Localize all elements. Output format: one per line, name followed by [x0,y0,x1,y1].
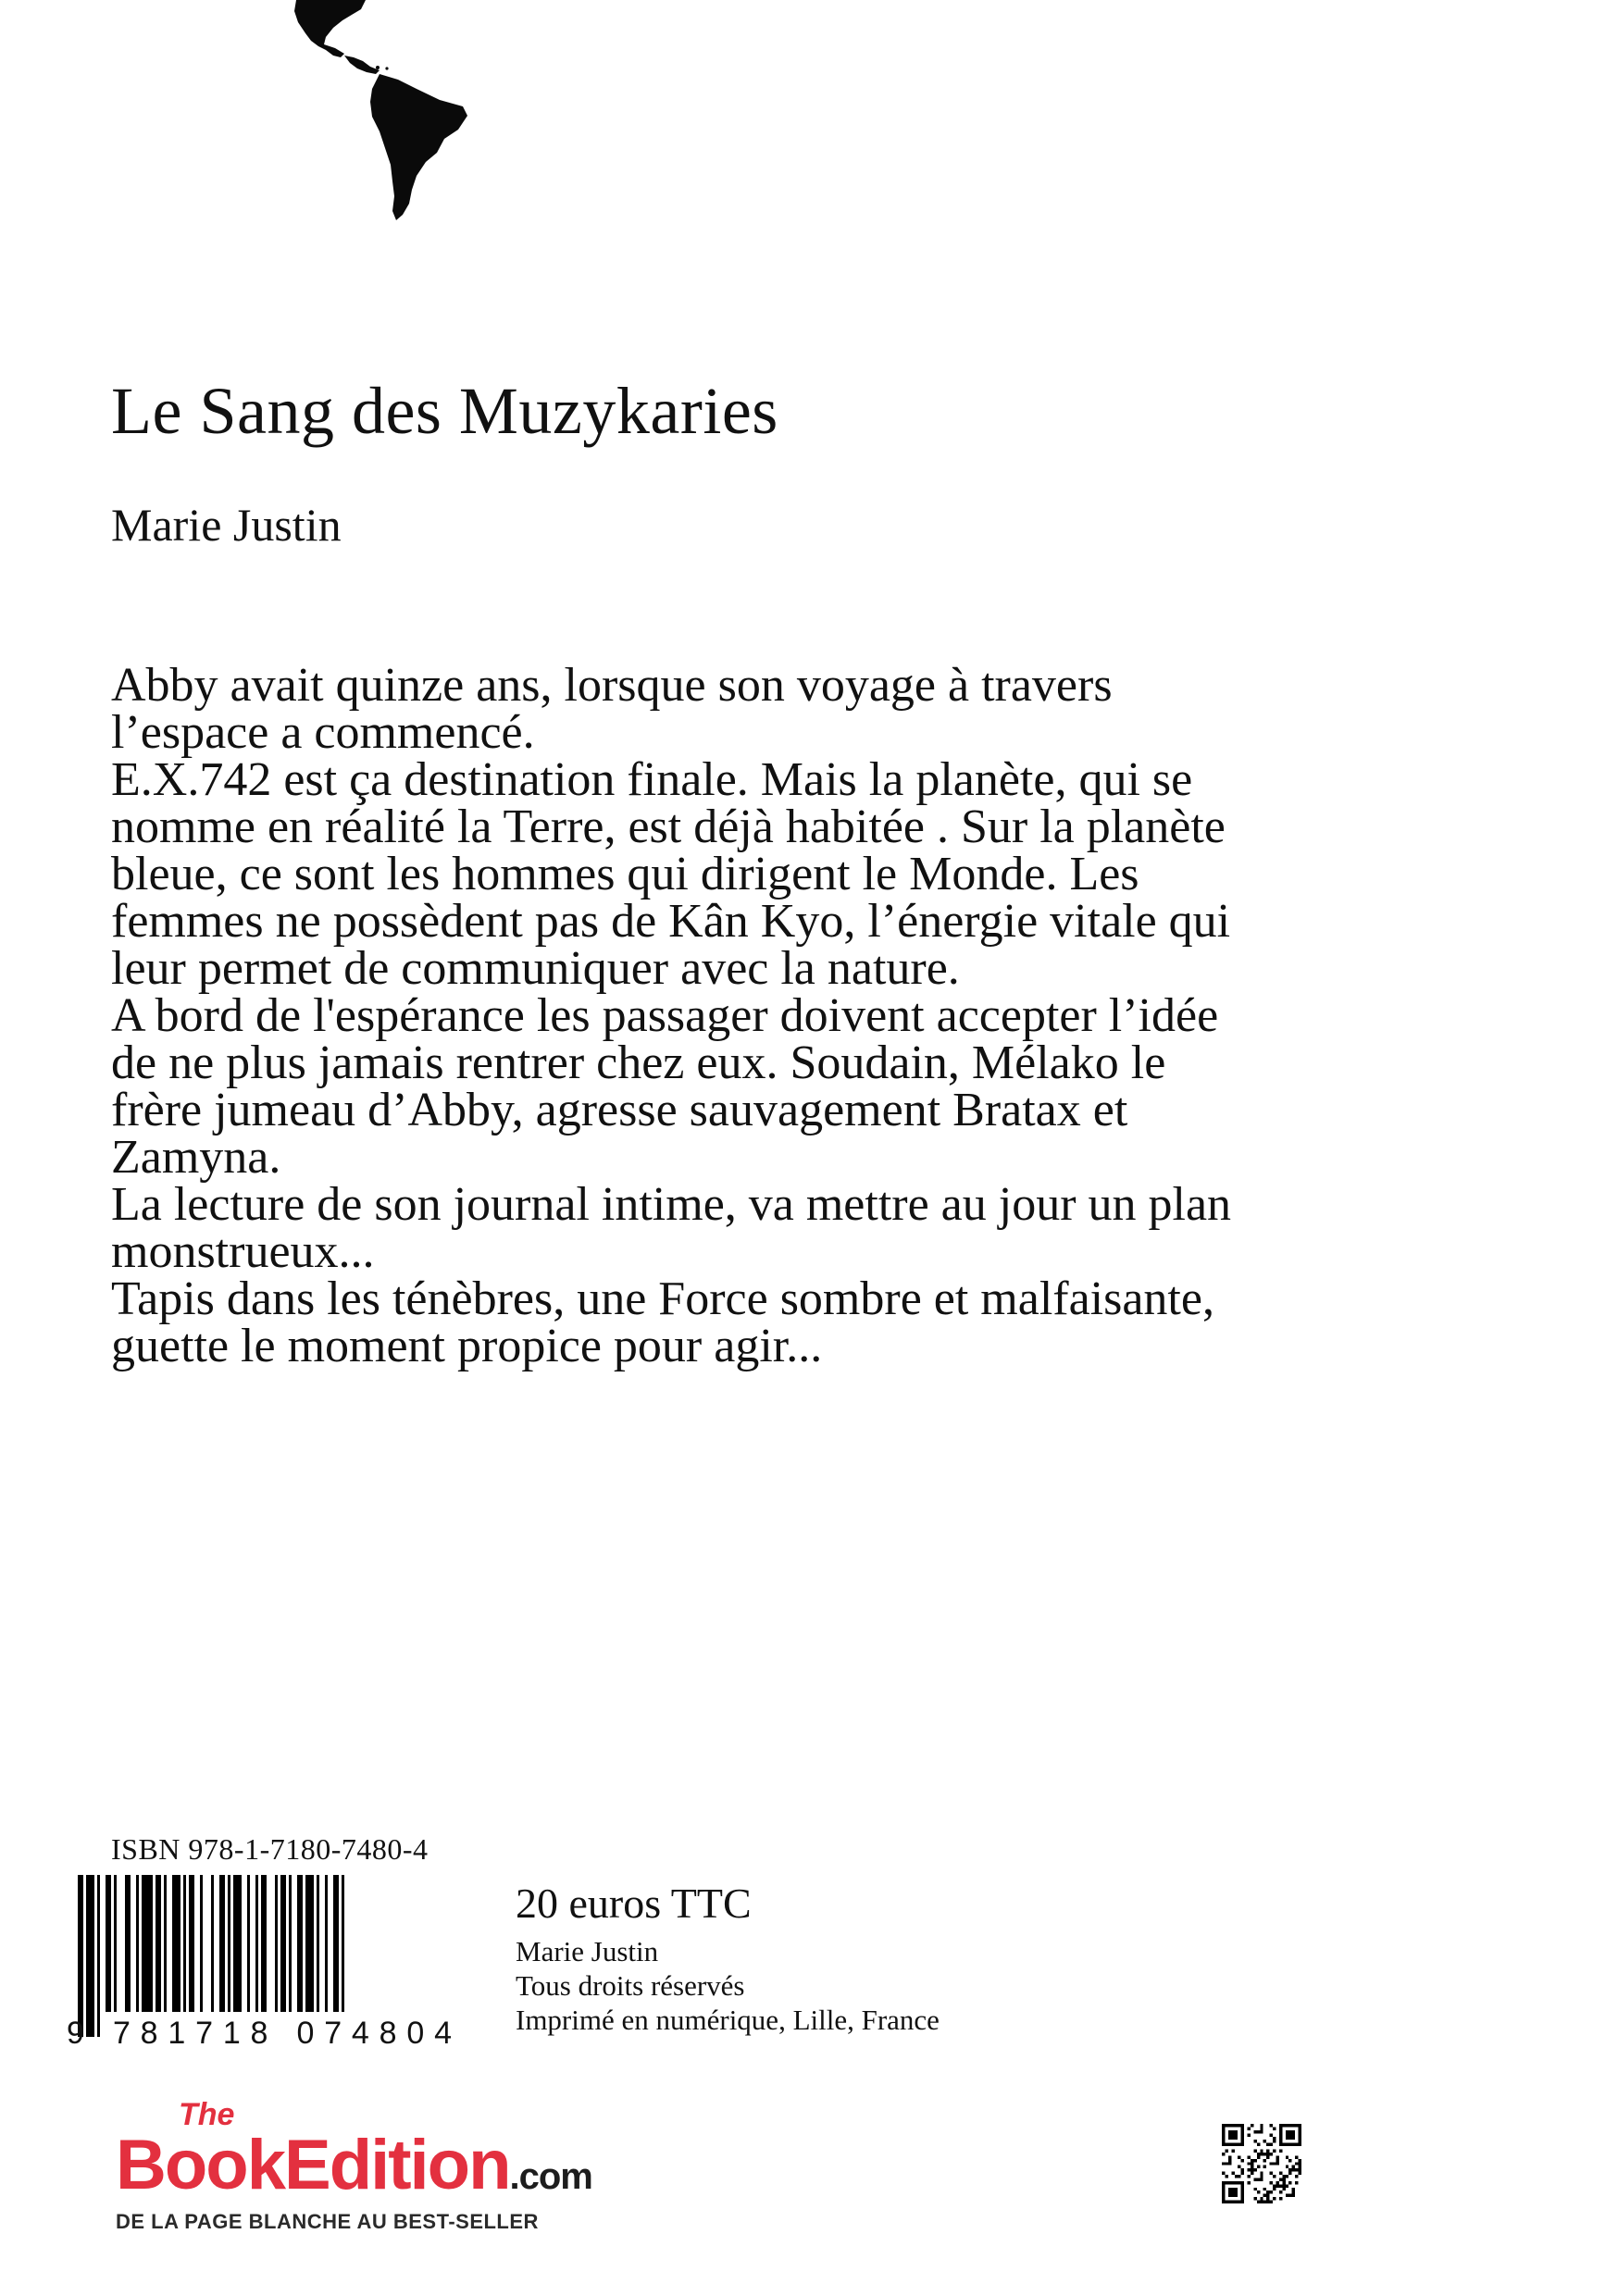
qr-module [1295,2143,1298,2146]
qr-module [1257,2178,1260,2180]
qr-module [1286,2143,1288,2146]
qr-module [1273,2150,1276,2153]
qr-module [1282,2124,1285,2127]
qr-module [1228,2159,1231,2162]
qr-module [1266,2191,1269,2193]
qr-module [1295,2181,1298,2184]
qr-module [1279,2124,1282,2127]
qr-module [1288,2181,1291,2184]
qr-module [1228,2155,1231,2158]
qr-module [1231,2130,1234,2133]
qr-module [1260,2197,1263,2200]
qr-module [1260,2130,1263,2133]
qr-module [1228,2137,1231,2140]
qr-module [1273,2162,1276,2165]
qr-module [1286,2184,1288,2187]
qr-module [1299,2127,1301,2129]
qr-module [1228,2191,1231,2193]
qr-module [1263,2194,1266,2197]
qr-module [1235,2201,1238,2203]
qr-module [1260,2201,1263,2203]
qr-module [1253,2150,1256,2153]
qr-module [1286,2130,1288,2133]
qr-module [1279,2150,1282,2153]
qr-module [1241,2172,1244,2175]
qr-module [1282,2178,1285,2180]
qr-module [1222,2184,1225,2187]
qr-module [1225,2143,1227,2146]
qr-module [1292,2130,1295,2133]
qr-module [1286,2137,1288,2140]
qr-module [1286,2194,1288,2197]
qr-module [1222,2172,1225,2175]
qr-module [1282,2175,1285,2178]
qr-module [1273,2127,1276,2129]
qr-module [1222,2133,1225,2136]
qr-module [1257,2155,1260,2158]
qr-module [1222,2188,1225,2191]
qr-module [1222,2143,1225,2146]
qr-module [1276,2159,1278,2162]
qr-module [1231,2124,1234,2127]
qr-module [1231,2133,1234,2136]
book-title: Le Sang des Muzykaries [111,374,778,448]
qr-module [1292,2124,1295,2127]
qr-module [1251,2168,1253,2171]
qr-module [1248,2162,1251,2165]
qr-module [1241,2191,1244,2193]
qr-module [1257,2201,1260,2203]
qr-module [1228,2188,1231,2191]
qr-module [1279,2130,1282,2133]
qr-module [1241,2201,1244,2203]
qr-module [1238,2181,1240,2184]
qr-module [1286,2155,1288,2158]
qr-module [1222,2162,1225,2165]
qr-module [1276,2155,1278,2158]
qr-module [1282,2188,1285,2191]
qr-module [1279,2143,1282,2146]
qr-module [1295,2155,1298,2158]
qr-module [1282,2184,1285,2187]
isbn-barcode [65,1875,458,2051]
qr-module [1299,2159,1301,2162]
qr-module [1299,2140,1301,2142]
qr-code-icon [1222,2124,1301,2203]
qr-module [1222,2124,1225,2127]
copyright-holder: Marie Justin [516,1935,659,1967]
qr-module [1299,2143,1301,2146]
qr-module [1253,2188,1256,2191]
logo-the: The [179,2097,235,2132]
qr-module [1241,2137,1244,2140]
qr-module [1248,2168,1251,2171]
qr-module [1235,2191,1238,2193]
qr-module [1248,2175,1251,2178]
qr-module [1263,2188,1266,2191]
qr-module [1225,2175,1227,2178]
logo-tagline: DE LA PAGE BLANCHE AU BEST-SELLER [116,2210,539,2233]
qr-module [1276,2181,1278,2184]
qr-module [1228,2143,1231,2146]
qr-module [1238,2175,1240,2178]
qr-module [1299,2166,1301,2168]
qr-module [1273,2137,1276,2140]
qr-module [1235,2181,1238,2184]
qr-module [1235,2175,1238,2178]
barcode-bar [78,1875,83,2037]
qr-module [1228,2201,1231,2203]
qr-module [1231,2194,1234,2197]
isbn-label: ISBN 978-1-7180-7480-4 [111,1832,429,1866]
qr-module [1222,2194,1225,2197]
qr-module [1266,2153,1269,2155]
qr-module [1279,2197,1282,2200]
qr-module [1286,2166,1288,2168]
qr-module [1279,2172,1282,2175]
qr-module [1295,2162,1298,2165]
qr-module [1235,2143,1238,2146]
qr-module [1225,2150,1227,2153]
qr-module [1299,2172,1301,2175]
qr-module [1235,2130,1238,2133]
back-cover-blurb [111,659,1259,1372]
qr-module [1292,2166,1295,2168]
qr-module [1251,2159,1253,2162]
qr-module [1292,2194,1295,2197]
qr-module [1299,2133,1301,2136]
qr-module [1241,2133,1244,2136]
qr-module [1222,2197,1225,2200]
barcode-bar [97,1875,100,2037]
qr-module [1231,2137,1234,2140]
qr-module [1292,2191,1295,2193]
qr-module [1299,2168,1301,2171]
qr-module [1235,2188,1238,2191]
qr-module [1238,2155,1240,2158]
qr-module [1241,2181,1244,2184]
qr-module [1235,2124,1238,2127]
qr-module [1225,2181,1227,2184]
barcode-bar [86,1875,94,2037]
qr-module [1231,2143,1234,2146]
qr-module [1248,2181,1251,2184]
qr-module [1222,2153,1225,2155]
qr-module [1273,2197,1276,2200]
qr-module [1235,2133,1238,2136]
qr-module [1222,2140,1225,2142]
qr-module [1270,2124,1273,2127]
qr-module [1288,2124,1291,2127]
qr-module [1299,2124,1301,2127]
qr-module [1288,2159,1291,2162]
imprint-info [516,1934,940,2037]
qr-module [1253,2197,1256,2200]
blurb-paragraph: E.X.742 est ça destination finale. Mais la planète, qui se nomme en réalité la Terre, est déjà habitée . Sur la planète bleue, ce sont les hommes qui dirigent le Monde. Les femmes ne possèdent pas de Kân Kyo, l’énergie vitale qui leur permet de communiquer avec la nature. [111,753,1231,995]
qr-module [1270,2191,1273,2193]
qr-module [1248,2133,1251,2136]
logo-domain: .com [509,2156,592,2197]
qr-module [1253,2159,1256,2162]
qr-module [1257,2166,1260,2168]
qr-module [1270,2153,1273,2155]
qr-module [1288,2194,1291,2197]
qr-module [1241,2197,1244,2200]
qr-module [1260,2178,1263,2180]
qr-module [1238,2124,1240,2127]
qr-module [1288,2168,1291,2171]
qr-module [1253,2168,1256,2171]
qr-module [1270,2181,1273,2184]
qr-module [1222,2201,1225,2203]
qr-module [1260,2153,1263,2155]
publisher-logo [116,2097,671,2240]
qr-module [1288,2172,1291,2175]
qr-module [1251,2162,1253,2165]
qr-module [1288,2133,1291,2136]
qr-module [1292,2133,1295,2136]
qr-module [1241,2143,1244,2146]
qr-module [1222,2181,1225,2184]
qr-module [1263,2159,1266,2162]
qr-module [1263,2153,1266,2155]
qr-module [1228,2162,1231,2165]
qr-module [1279,2133,1282,2136]
blurb-paragraph: Abby avait quinze ans, lorsque son voyage à travers l’espace a commencé. [111,659,1113,759]
qr-module [1276,2162,1278,2165]
blurb-paragraph: La lecture de son journal intime, va mettre au jour un plan monstrueux... [111,1178,1232,1278]
qr-module [1288,2130,1291,2133]
print-location: Imprimé en numérique, Lille, France [516,2004,940,2036]
qr-module [1263,2201,1266,2203]
qr-module [1286,2124,1288,2127]
qr-module [1228,2194,1231,2197]
qr-module [1231,2150,1234,2153]
qr-module [1270,2143,1273,2146]
qr-module [1231,2191,1234,2193]
blurb-paragraph: Tapis dans les ténèbres, une Force sombre et malfaisante, guette le moment propice pour agir... [111,1272,1214,1372]
qr-module [1248,2127,1251,2129]
qr-module [1282,2181,1285,2184]
qr-module [1241,2124,1244,2127]
qr-module [1238,2166,1240,2168]
qr-module [1273,2140,1276,2142]
qr-module [1266,2150,1269,2153]
author-name: Marie Justin [111,499,342,551]
qr-module [1248,2155,1251,2158]
qr-module [1228,2124,1231,2127]
qr-module [1241,2127,1244,2129]
qr-module [1260,2124,1263,2127]
qr-module [1279,2191,1282,2193]
qr-module [1270,2201,1273,2203]
qr-module [1295,2124,1298,2127]
price: 20 euros TTC [516,1880,752,1927]
qr-module [1270,2172,1273,2175]
qr-module [1228,2130,1231,2133]
qr-module [1241,2140,1244,2142]
qr-module [1235,2194,1238,2197]
qr-module [1270,2133,1273,2136]
qr-module [1299,2137,1301,2140]
qr-module [1251,2166,1253,2168]
qr-module [1292,2137,1295,2140]
qr-module [1279,2178,1282,2180]
barcode-digits: 9 781718 074804 [67,2016,452,2051]
qr-module [1286,2175,1288,2178]
qr-module [1222,2127,1225,2129]
qr-module [1273,2184,1276,2187]
qr-module [1295,2168,1298,2171]
qr-module [1222,2191,1225,2193]
qr-module [1288,2143,1291,2146]
qr-module [1241,2184,1244,2187]
qr-module [1279,2140,1282,2142]
qr-module [1228,2181,1231,2184]
qr-module [1241,2188,1244,2191]
qr-module [1273,2188,1276,2191]
qr-module [1253,2178,1256,2180]
qr-module [1292,2143,1295,2146]
qr-module [1260,2175,1263,2178]
qr-module [1270,2162,1273,2165]
qr-module [1231,2188,1234,2191]
qr-module [1260,2172,1263,2175]
qr-module [1260,2150,1263,2153]
qr-module [1253,2140,1256,2142]
qr-module [1241,2194,1244,2197]
qr-module [1292,2168,1295,2171]
qr-module [1299,2162,1301,2165]
qr-module [1231,2201,1234,2203]
qr-module [1257,2153,1260,2155]
qr-module [1238,2143,1240,2146]
qr-module [1235,2137,1238,2140]
qr-module [1231,2172,1234,2175]
qr-module [1222,2130,1225,2133]
qr-module [1266,2155,1269,2158]
qr-module [1266,2194,1269,2197]
qr-module [1263,2140,1266,2142]
qr-module [1253,2130,1256,2133]
qr-module [1266,2197,1269,2200]
qr-module [1228,2133,1231,2136]
qr-module [1260,2127,1263,2129]
qr-module [1279,2184,1282,2187]
qr-module [1241,2159,1244,2162]
qr-module [1251,2172,1253,2175]
qr-module [1266,2201,1269,2203]
qr-module [1292,2188,1295,2191]
qr-module [1273,2175,1276,2178]
qr-module [1257,2143,1260,2146]
qr-module [1288,2137,1291,2140]
rights-notice: Tous droits réservés [516,1969,745,2002]
qr-module [1241,2130,1244,2133]
qr-module [1225,2201,1227,2203]
blurb-paragraph: A bord de l'espérance les passager doivent accepter l’idée de ne plus jamais rentrer chez eux. Soudain, Mélako le frère jumeau d’Abby, agresse sauvagement Bratax et Zamyna. [111,989,1219,1184]
qr-module [1251,2124,1253,2127]
qr-module [1225,2124,1227,2127]
qr-module [1238,2201,1240,2203]
logo-wordmark [116,2128,592,2214]
qr-module [1299,2130,1301,2133]
qr-module [1225,2162,1227,2165]
qr-module [1263,2166,1266,2168]
qr-module [1279,2137,1282,2140]
logo-name: BookEdition [116,2126,510,2204]
qr-module [1257,2191,1260,2193]
qr-module [1276,2184,1278,2187]
qr-module [1266,2143,1269,2146]
world-map-americas-icon [278,0,491,222]
qr-module [1241,2168,1244,2171]
qr-module [1231,2181,1234,2184]
qr-module [1282,2143,1285,2146]
qr-module [1279,2127,1282,2129]
qr-module [1295,2175,1298,2178]
qr-module [1257,2130,1260,2133]
qr-module [1286,2133,1288,2136]
qr-module [1222,2137,1225,2140]
